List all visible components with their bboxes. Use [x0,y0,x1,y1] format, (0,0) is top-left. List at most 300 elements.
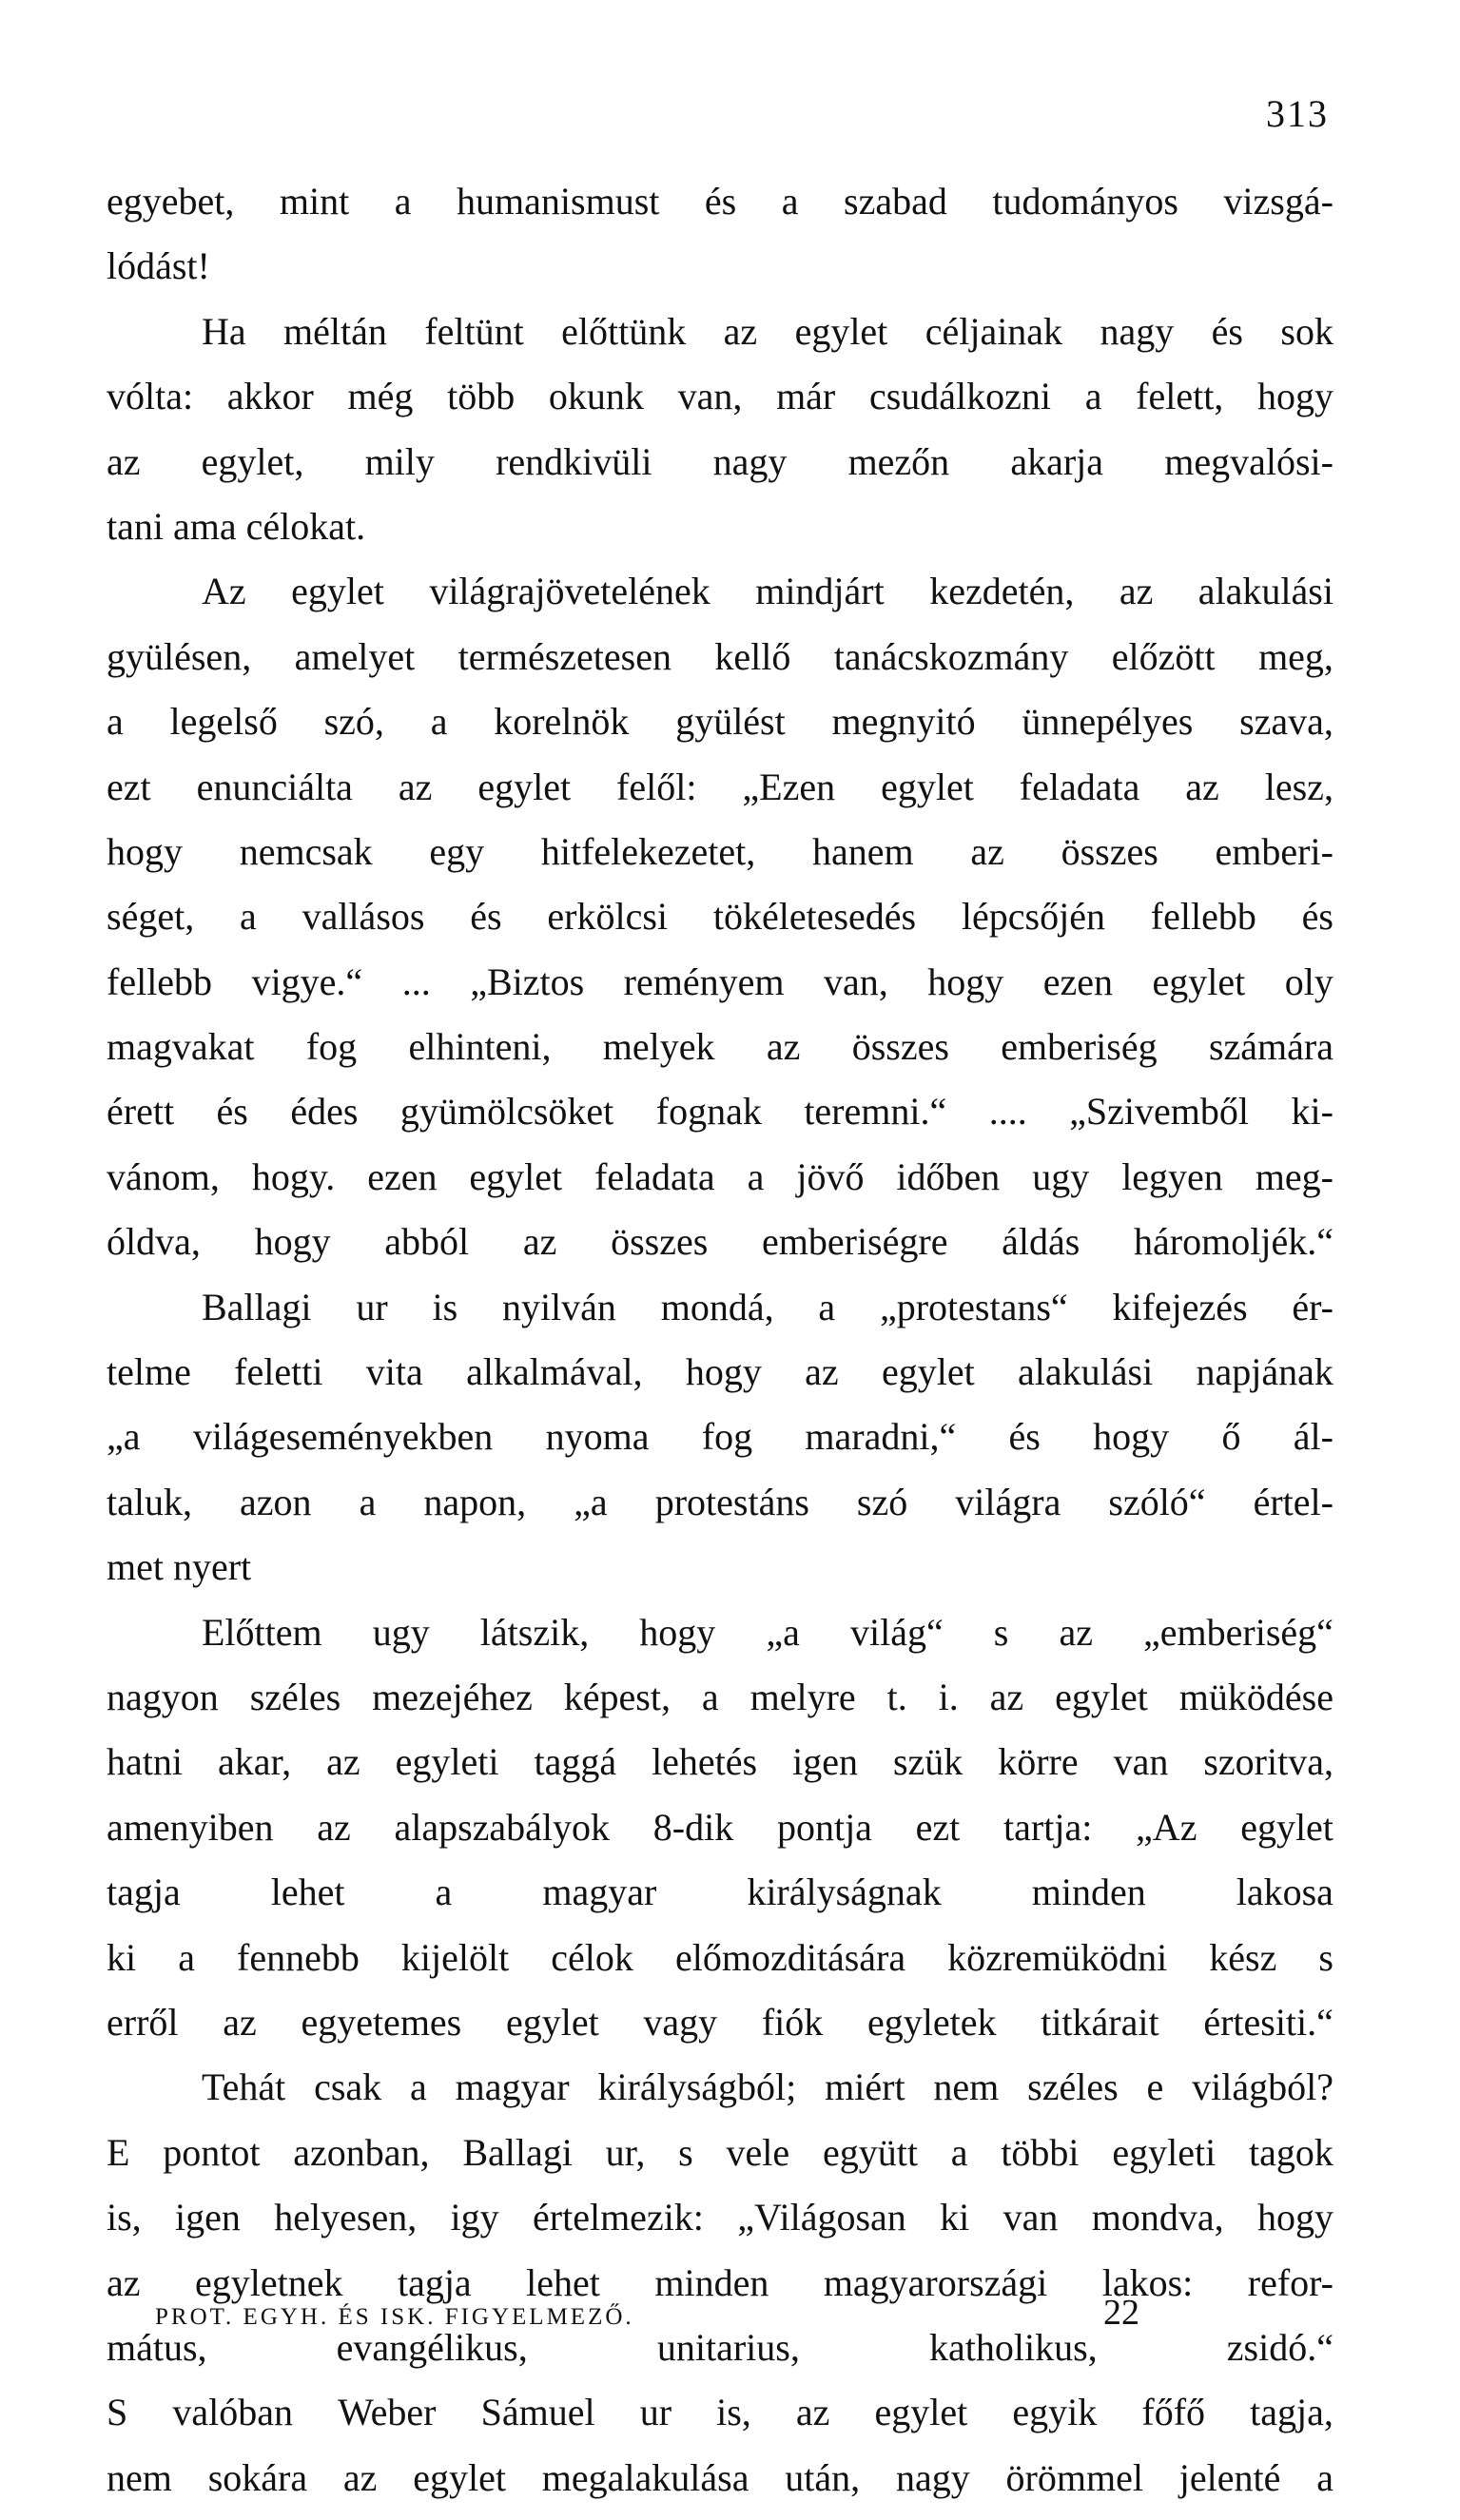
word: a [394,180,412,223]
text-line [107,309,1333,374]
word: hanem [812,829,914,873]
text-line [107,1414,1333,1479]
page-number: 313 [1266,92,1329,135]
word: a [240,895,257,939]
word: e [1146,2065,1164,2109]
word: Az [202,570,246,613]
word: lehetés [652,1740,758,1784]
word: az [989,1675,1024,1718]
word: mondá, [660,1285,774,1328]
word: ... [401,960,431,1003]
word: Ballagi [462,2130,573,2174]
word: t. [886,1675,907,1718]
word: sok [1280,309,1333,353]
word: lehet [526,2260,600,2304]
word: legelső [169,700,278,744]
word: fognak [655,1090,762,1134]
word: van, [677,375,743,418]
word: emberi- [1215,829,1333,873]
word: „protestans“ [879,1285,1068,1328]
text-line [107,634,1333,699]
word: fog [305,1025,358,1069]
word: az [326,1740,360,1784]
word: séget, [107,895,195,939]
word: után, [785,2455,861,2499]
word: hogy [927,960,1004,1003]
word: „Világosan [737,2196,906,2239]
word: .... [988,1090,1027,1134]
word: látszik, [479,1610,590,1654]
word: van, [823,960,888,1003]
word: több [447,375,516,418]
word: miért [825,2065,905,2109]
word: magyar [455,2065,570,2109]
word: lakos: [1101,2260,1194,2304]
text-line [107,1219,1333,1284]
word: a [107,700,124,744]
word: jövő [796,1154,865,1198]
word: és [1008,1415,1041,1459]
word: „Szivemből [1069,1090,1250,1134]
word: a [435,1871,453,1914]
word: sokára [207,2455,308,2499]
word: mátus, [107,2325,207,2369]
word: katholikus, [928,2325,1098,2369]
word: lépcsőjén [961,895,1105,939]
word: is, [716,2391,751,2434]
word: megnyitó [831,700,976,744]
word: a [1084,375,1102,418]
word: királyságból; [597,2065,797,2109]
text-line [107,374,1333,438]
word: akarja [1010,439,1104,483]
word: lehet [270,1871,345,1914]
word: tudományos [992,180,1178,223]
word: is [432,1285,458,1328]
word: óldva, [107,1220,201,1264]
word: gyülésen, [107,634,252,678]
word: „emberiség“ [1143,1610,1333,1654]
page-footer [155,2292,1139,2334]
text-line [107,2130,1333,2195]
word: 8-dik [652,1805,734,1849]
word: egyleti [1112,2130,1217,2174]
word: hogy [254,1220,331,1264]
word: egyik [1012,2391,1098,2434]
word: egylet [413,2455,506,2499]
word: vele [726,2130,790,2174]
word: szava, [1239,700,1333,744]
word: céljainak [925,309,1063,353]
word: nagy [895,2455,970,2499]
word: humanismust [457,180,660,223]
word: azonban, [293,2130,430,2174]
word: ezen [367,1154,438,1198]
word: müködése [1178,1675,1333,1718]
word: ő [1221,1415,1241,1459]
word: nem [107,2455,172,2499]
word: tagja, [1250,2391,1333,2434]
word: igy [450,2196,499,2239]
word: értel- [1253,1480,1333,1523]
word: ezt [915,1805,961,1849]
word: hogy [1093,1415,1170,1459]
word: egylet, [201,439,304,483]
word: pontot [163,2130,261,2174]
text-line [107,1675,1333,1739]
word: ál- [1293,1415,1333,1459]
word: fennebb [237,1935,360,1979]
word: természetesen [457,634,672,678]
word: ezen [1042,960,1114,1003]
word: az [107,439,141,483]
word: igen [792,1740,858,1784]
word: helyesen, [274,2196,418,2239]
word: főfő [1141,2391,1206,2434]
word: nemcsak [239,829,373,873]
word: az [805,1350,839,1394]
word: egyleti [395,1740,499,1784]
word: okunk [548,375,644,418]
text-line [107,1870,1333,1934]
word: tökéletesedés [712,895,917,939]
word: érett [107,1090,175,1134]
word: világeseményekben [192,1415,494,1459]
word: hitfelekezetet, [540,829,756,873]
word: erkölcsi [547,895,669,939]
word: világrajövetelének [429,570,711,613]
word: legyen [1121,1154,1223,1198]
word: korelnök [494,700,630,744]
word: és [704,180,737,223]
text-line [107,179,1333,243]
word: ur [356,1285,388,1328]
word: világra [955,1480,1061,1523]
word: Ha [202,309,246,353]
word: előmozditására [674,1935,906,1979]
word: minden [1031,1871,1146,1914]
word: ki [107,1935,137,1979]
word: az [970,829,1004,873]
word: hogy. [251,1154,336,1198]
word: a [950,2130,968,2174]
word: egylet [874,2391,968,2434]
word: az [766,1025,801,1069]
word: emberiség [1001,1025,1158,1069]
word: rendkivüli [496,439,652,483]
word: i. [938,1675,959,1718]
word: egylet [291,570,384,613]
word: Weber [338,2391,437,2434]
word: felett, [1136,375,1224,418]
word: felől: [616,765,697,808]
word: a [178,1935,195,1979]
word: az [723,309,758,353]
word: egylet [1240,1805,1333,1849]
word: teremni.“ [804,1090,947,1134]
word: „a [574,1480,608,1523]
word: egyletek [867,2000,997,2044]
word: pontja [776,1805,872,1849]
word: napjának [1196,1350,1333,1394]
word: hogy [107,829,183,873]
word: feletti [234,1350,323,1394]
word: hogy [1256,2196,1333,2239]
word: nagy [1100,309,1175,353]
word: méltán [283,309,387,353]
body-text [107,179,1333,2520]
word: az [1119,570,1154,613]
word: „Biztos [470,960,585,1003]
word: szóló“ [1108,1480,1206,1523]
word: vigye.“ [251,960,363,1003]
word: s [1318,1935,1333,1979]
journal-title: PROT. EGYH. ÉS ISK. FIGYELMEZŐ. [155,2304,634,2330]
word: hogy [639,1610,716,1654]
word: abból [384,1220,470,1264]
word: vallásos [302,895,425,939]
word: áldás [1002,1220,1080,1264]
word: egylet [794,309,888,353]
word: egy [429,829,485,873]
text-line [107,1480,1333,1544]
word: egylet [881,765,974,808]
word: összes [1061,829,1158,873]
word: taluk, [107,1480,192,1523]
text-line [107,1285,1333,1349]
word: elhinteni, [408,1025,552,1069]
word: a [410,2065,427,2109]
word: a [747,1154,765,1198]
word: S [107,2391,128,2434]
word: ugy [1032,1154,1090,1198]
word: fellebb [1150,895,1256,939]
word: akar, [217,1740,292,1784]
word: enunciálta [196,765,353,808]
word: csudálkozni [868,375,1051,418]
word: előzött [1111,634,1216,678]
word: zsidó.“ [1226,2325,1333,2369]
word: lakosa [1236,1871,1333,1914]
word: alakulási [1197,570,1333,613]
word: tagja [397,2260,472,2304]
word: az [107,2260,141,2304]
text-line [107,2195,1333,2259]
word: egylet [1055,1675,1148,1718]
word: értelmezik: [533,2196,704,2239]
word: édes [290,1090,359,1134]
text-line [107,439,1333,504]
text-line [107,960,1333,1024]
word: Tehát [202,2065,286,2109]
word: előttünk [561,309,687,353]
word: Sámuel [480,2391,595,2434]
word: mezejéhez [372,1675,533,1718]
word: csak [314,2065,382,2109]
word: szó, [323,700,384,744]
word: szabad [844,180,947,223]
word: már [776,375,836,418]
word: mondva, [1091,2196,1224,2239]
word: gyülést [675,700,786,744]
word: egyletnek [194,2260,343,2304]
word: „a [107,1415,141,1459]
word: vagy [643,2000,718,2044]
word: fellebb [107,960,213,1003]
word: örömmel [1005,2455,1143,2499]
word: kezdetén, [929,570,1075,613]
word: az [1185,765,1219,808]
word: Előttem [202,1610,322,1654]
word: valóban [172,2391,293,2434]
word: minden [654,2260,769,2304]
word: tagok [1249,2130,1333,2174]
word: megalakulása [541,2455,749,2499]
word: erről [107,2000,179,2044]
word: és [1301,895,1333,939]
word: az [398,765,433,808]
text-line [107,2455,1333,2520]
word: alkalmával, [466,1350,643,1394]
word: tagja [107,1871,181,1914]
text-line [107,1805,1333,1870]
word: egylet [469,1154,563,1198]
text-line [107,1024,1333,1089]
word: amelyet [294,634,416,678]
word: magvakat [107,1025,255,1069]
word: is, [107,2196,142,2239]
word: meg- [1255,1154,1333,1198]
word: ezt [107,765,151,808]
text-line [107,569,1333,633]
text-line [107,1349,1333,1414]
text-line [107,894,1333,959]
word: a [701,1675,719,1718]
word: ugy [372,1610,430,1654]
word: jelenté [1178,2455,1281,2499]
word: igen [175,2196,241,2239]
word: mint [279,180,350,223]
word: egylet [477,765,572,808]
word: protestáns [654,1480,809,1523]
word: nyilván [501,1285,616,1328]
word: megvalósi- [1164,439,1333,483]
word: vita [365,1350,423,1394]
text-line [107,2325,1333,2390]
word: mily [364,439,435,483]
word: alapszabályok [394,1805,611,1849]
word: kész [1209,1935,1277,1979]
word: akkor [226,375,314,418]
text-line [107,699,1333,764]
word: a [781,180,799,223]
word: van [1003,2196,1059,2239]
text-line: lódást! [107,244,210,288]
word: tartja: [1003,1805,1093,1849]
word: s [678,2130,693,2174]
word: mindjárt [755,570,885,613]
word: vizsgá- [1223,180,1333,223]
word: melyre [749,1675,856,1718]
word: hogy [1257,375,1333,418]
word: alakulási [1018,1350,1154,1394]
word: gyümölcsöket [399,1090,614,1134]
word: „Ezen [742,765,836,808]
word: ér- [1292,1285,1333,1328]
word: hogy [685,1350,762,1394]
word: nyoma [545,1415,650,1459]
word: célok [551,1935,633,1979]
word: együtt [822,2130,918,2174]
word: maradni,“ [805,1415,957,1459]
word: és [470,895,502,939]
word: összes [851,1025,949,1069]
word: amenyiben [107,1805,274,1849]
word: fog [701,1415,753,1459]
word: mezőn [847,439,950,483]
text-line [107,1154,1333,1219]
text-line [107,829,1333,894]
word: többi [1001,2130,1080,2174]
text-line [107,2064,1333,2129]
word: fiók [761,2000,824,2044]
word: és [1211,309,1243,353]
word: ur, [605,2130,646,2174]
word: egylet [1152,960,1246,1003]
word: refor- [1247,2260,1333,2304]
word: az [223,2000,257,2044]
word: háromoljék.“ [1134,1220,1333,1264]
sheet-signature: 22 [1103,2293,1139,2333]
word: meg, [1258,634,1333,678]
word: királyságnak [747,1871,942,1914]
word: szoritva, [1203,1740,1333,1784]
word: szó [856,1480,908,1523]
word: unitarius, [656,2325,800,2369]
word: a [1316,2455,1333,2499]
word: egylet [505,2000,599,2044]
word: egyetemes [301,2000,462,2044]
text-line: met nyert [107,1545,252,1589]
word: az [522,1220,557,1264]
text-line [107,2390,1333,2454]
word: oly [1284,960,1333,1003]
word: titkárait [1041,2000,1159,2044]
word: „Az [1136,1805,1197,1849]
word: E [107,2130,130,2174]
text-line [107,765,1333,829]
word: egylet [881,1350,975,1394]
word: széles [249,1675,341,1718]
word: időben [896,1154,1001,1198]
word: számára [1208,1025,1333,1069]
word: taggá [534,1740,617,1784]
word: közremüködni [947,1935,1168,1979]
word: lesz, [1264,765,1333,808]
word: világ“ [849,1610,944,1654]
word: az [795,2391,830,2434]
word: az [342,2455,378,2499]
word: értesiti.“ [1203,2000,1333,2044]
word: „a [766,1610,800,1654]
word: magyar [542,1871,657,1914]
text-line [107,1089,1333,1153]
word: hatni [107,1740,183,1784]
word: kijelölt [400,1935,510,1979]
word: Ballagi [202,1285,312,1328]
text-line: tani ama célokat. [107,504,366,548]
text-line [107,2000,1333,2064]
